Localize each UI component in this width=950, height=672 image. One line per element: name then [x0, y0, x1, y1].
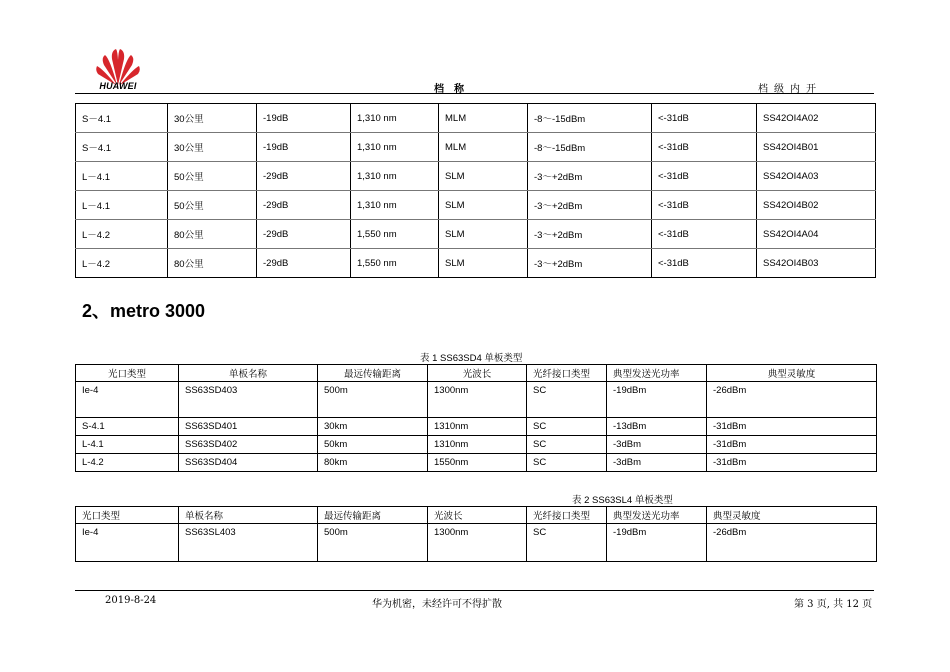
- table-row: [76, 436, 877, 454]
- table-cell: SS63SD402: [179, 436, 318, 454]
- table-cell: S-4.1: [76, 418, 179, 436]
- table-cell: 1,310 nm: [351, 191, 439, 220]
- table-cell: 1,550 nm: [351, 249, 439, 278]
- table-cell: 500m: [318, 524, 428, 562]
- table-cell: 1,310 nm: [351, 104, 439, 133]
- table-cell: <-31dB: [652, 162, 757, 191]
- table-cell: -26dBm: [707, 382, 877, 418]
- table-row: [76, 249, 876, 278]
- table-cell: SS63SD403: [179, 382, 318, 418]
- footer-date: 2019-8-24: [105, 595, 157, 606]
- table-cell: -26dBm: [707, 524, 877, 562]
- column-header: 最远传输距离: [318, 365, 428, 382]
- column-header: 光波长: [428, 507, 527, 524]
- table-cell: SS42OI4B03: [757, 249, 876, 278]
- footer-confidential: 华为机密，未经许可不得扩散: [372, 599, 502, 610]
- table-cell: 50km: [318, 436, 428, 454]
- table-cell: 1300nm: [428, 524, 527, 562]
- doc-name-label: 档 称: [434, 84, 464, 95]
- table-cell: SLM: [439, 191, 528, 220]
- table-row: [76, 418, 877, 436]
- column-header: 光纤接口类型: [527, 507, 607, 524]
- table-cell: SC: [527, 454, 607, 472]
- security-level-label: 档级内开: [758, 84, 822, 95]
- table-cell: 1310nm: [428, 436, 527, 454]
- table-cell: -8～-15dBm: [528, 133, 652, 162]
- table-cell: -3dBm: [607, 436, 707, 454]
- table-cell: SS63SL403: [179, 524, 318, 562]
- table-cell: 80km: [318, 454, 428, 472]
- table-cell: S－4.1: [76, 133, 168, 162]
- table-cell: Ie-4: [76, 382, 179, 418]
- header-divider: [75, 93, 874, 94]
- table-row: [76, 133, 876, 162]
- table-cell: 30km: [318, 418, 428, 436]
- table-cell: 1550nm: [428, 454, 527, 472]
- table-cell: -31dBm: [707, 436, 877, 454]
- table-cell: -3～+2dBm: [528, 191, 652, 220]
- table-cell: SS42OI4A02: [757, 104, 876, 133]
- table-cell: -3～+2dBm: [528, 249, 652, 278]
- table-cell: SLM: [439, 220, 528, 249]
- table-cell: SLM: [439, 249, 528, 278]
- table-cell: 1310nm: [428, 418, 527, 436]
- table-cell: SC: [527, 382, 607, 418]
- table-cell: L－4.2: [76, 249, 168, 278]
- ss63sd4-table: [75, 364, 877, 472]
- table-cell: Ie-4: [76, 524, 179, 562]
- table-row: [76, 524, 877, 562]
- table-cell: 1,310 nm: [351, 133, 439, 162]
- table-cell: -19dBm: [607, 382, 707, 418]
- table-cell: L－4.1: [76, 162, 168, 191]
- table-cell: S－4.1: [76, 104, 168, 133]
- column-header: 光口类型: [76, 507, 179, 524]
- column-header: 光口类型: [76, 365, 179, 382]
- table-cell: -3～+2dBm: [528, 162, 652, 191]
- table-cell: -3～+2dBm: [528, 220, 652, 249]
- optical-interface-table: [75, 103, 876, 278]
- column-header: 光波长: [428, 365, 527, 382]
- table-cell: -3dBm: [607, 454, 707, 472]
- table-cell: -29dB: [257, 162, 351, 191]
- table-caption: 表 2 SS63SL4 单板类型: [572, 495, 673, 506]
- table-cell: -19dB: [257, 133, 351, 162]
- ss63sl4-table: [75, 506, 877, 562]
- table-cell: SS42OI4A03: [757, 162, 876, 191]
- table-cell: SS42OI4A04: [757, 220, 876, 249]
- table-cell: 30公里: [168, 104, 257, 133]
- table-cell: MLM: [439, 133, 528, 162]
- table-cell: MLM: [439, 104, 528, 133]
- table-cell: -29dB: [257, 249, 351, 278]
- table-cell: SS63SD401: [179, 418, 318, 436]
- table-cell: <-31dB: [652, 249, 757, 278]
- table-cell: -29dB: [257, 191, 351, 220]
- column-header: 单板名称: [179, 365, 318, 382]
- table-row: [76, 162, 876, 191]
- table-cell: -8～-15dBm: [528, 104, 652, 133]
- table-row: [76, 454, 877, 472]
- table-cell: L－4.2: [76, 220, 168, 249]
- table-cell: SLM: [439, 162, 528, 191]
- table-cell: 50公里: [168, 191, 257, 220]
- table-cell: 80公里: [168, 249, 257, 278]
- table-cell: <-31dB: [652, 104, 757, 133]
- footer-divider: [75, 590, 874, 591]
- table-cell: L－4.1: [76, 191, 168, 220]
- table-cell: L-4.1: [76, 436, 179, 454]
- column-header: 典型灵敏度: [707, 507, 877, 524]
- column-header: 典型发送光功率: [607, 365, 707, 382]
- table-header-row: [76, 365, 877, 382]
- table-cell: 1,310 nm: [351, 162, 439, 191]
- table-cell: 1,550 nm: [351, 220, 439, 249]
- table-row: [76, 382, 877, 418]
- table-cell: -19dBm: [607, 524, 707, 562]
- column-header: 光纤接口类型: [527, 365, 607, 382]
- brand-name: HUAWEI: [99, 81, 137, 91]
- table-cell: 500m: [318, 382, 428, 418]
- table-cell: SC: [527, 436, 607, 454]
- table-row: [76, 191, 876, 220]
- table-cell: SS63SD404: [179, 454, 318, 472]
- table-row: [76, 220, 876, 249]
- table-cell: SS42OI4B02: [757, 191, 876, 220]
- table-cell: <-31dB: [652, 191, 757, 220]
- table-cell: -29dB: [257, 220, 351, 249]
- table-cell: <-31dB: [652, 220, 757, 249]
- column-header: 最远传输距离: [318, 507, 428, 524]
- column-header: 典型灵敏度: [707, 365, 877, 382]
- section-heading: 2、metro 3000: [82, 301, 206, 321]
- table-cell: -31dBm: [707, 454, 877, 472]
- table-cell: SC: [527, 524, 607, 562]
- table-header-row: [76, 507, 877, 524]
- column-header: 典型发送光功率: [607, 507, 707, 524]
- table-cell: -13dBm: [607, 418, 707, 436]
- table-cell: 50公里: [168, 162, 257, 191]
- table-cell: -19dB: [257, 104, 351, 133]
- table-cell: 80公里: [168, 220, 257, 249]
- table-cell: 30公里: [168, 133, 257, 162]
- table-row: [76, 104, 876, 133]
- footer-page-number: 第 3 页, 共 12 页: [794, 599, 873, 610]
- column-header: 单板名称: [179, 507, 318, 524]
- table-cell: 1300nm: [428, 382, 527, 418]
- table-caption: 表 1 SS63SD4 单板类型: [420, 353, 523, 364]
- table-cell: SS42OI4B01: [757, 133, 876, 162]
- table-cell: L-4.2: [76, 454, 179, 472]
- table-cell: SC: [527, 418, 607, 436]
- table-cell: <-31dB: [652, 133, 757, 162]
- table-cell: -31dBm: [707, 418, 877, 436]
